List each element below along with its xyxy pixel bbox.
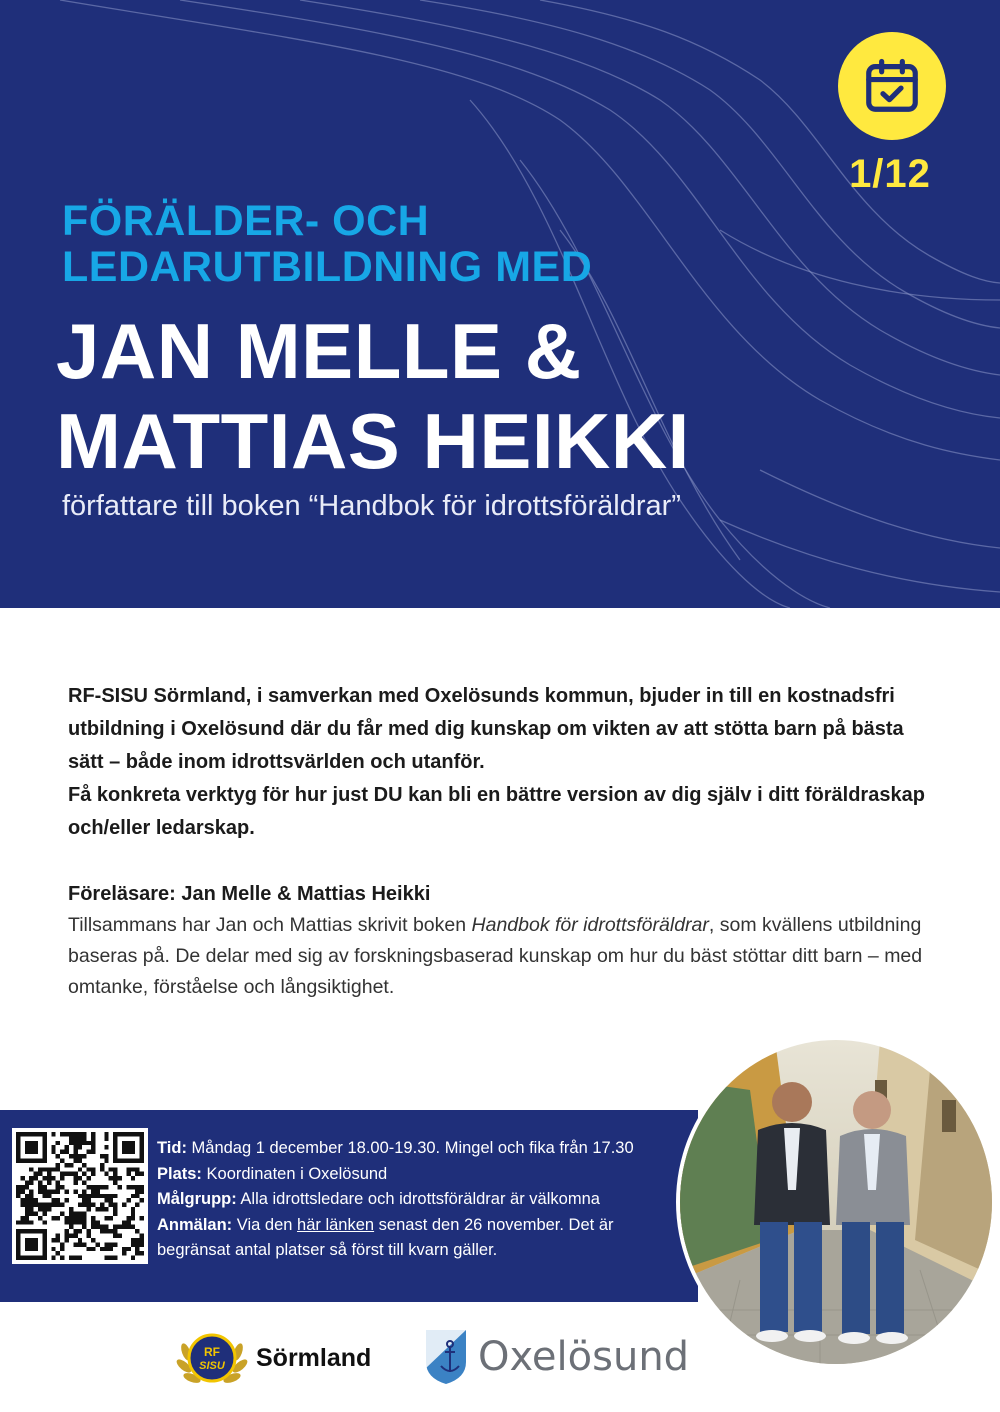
sormland-label: Sörmland <box>256 1344 372 1372</box>
detail-registration: Anmälan: Via den här länken senast den 26 november. Det är begränsat antal platser så först till kvarn gäller. <box>157 1215 614 1259</box>
intro-paragraph-2: Få konkreta verktyg för hur just DU kan bli en bättre version av dig själv i ditt föräldraskap och/eller ledarskap. <box>68 784 925 839</box>
names-line-1: JAN MELLE & <box>56 307 582 395</box>
hero-banner <box>0 0 1000 608</box>
svg-text:RF: RF <box>204 1345 220 1359</box>
registration-link[interactable]: här länken <box>297 1215 375 1234</box>
book-title: Handbok för idrottsföräldrar <box>471 914 709 936</box>
speaker-names-heading <box>56 306 690 486</box>
detail-time: Tid: Måndag 1 december 18.00-19.30. Mingel och fika från 17.30 <box>157 1139 634 1157</box>
intro-paragraph-1: RF-SISU Sörmland, i samverkan med Oxelösunds kommun, bjuder in till en kostnadsfri utbildning i Oxelösund där du får med dig kunskap om vikten av att stötta barn på bästa sätt – både inom idrottsvärlden och utanför. <box>68 685 904 773</box>
qr-code[interactable] <box>12 1128 148 1264</box>
calendar-badge <box>838 32 946 140</box>
detail-place: Plats: Koordinaten i Oxelösund <box>157 1164 388 1183</box>
svg-text:SISU: SISU <box>199 1360 225 1372</box>
names-line-2: MATTIAS HEIKKI <box>56 397 690 485</box>
qr-code-image <box>16 1132 144 1260</box>
rf-sisu-logo <box>176 1322 248 1397</box>
event-kicker <box>62 198 592 290</box>
kicker-line-1: FÖRÄLDER- OCH <box>62 197 430 245</box>
speakers-photo-illustration <box>680 1040 992 1364</box>
oxelosund-label: Oxelösund <box>478 1334 690 1380</box>
event-date: 1/12 <box>849 152 931 196</box>
calendar-check-icon <box>861 55 923 117</box>
kicker-line-2: LEDARUTBILDNING MED <box>62 243 593 291</box>
book-subtitle: författare till boken “Handbok för idrottsföräldrar” <box>62 490 681 522</box>
speakers-photo <box>676 1036 996 1368</box>
lecturer-description: Tillsammans har Jan och Mattias skrivit boken Handbok för idrottsföräldrar, som kvällens utbildning baseras på. De delar med sig av forskningsbaserad kunskap om hur du bäst stöttar ditt barn – med omtanke, förståelse och långsiktighet. <box>68 914 923 998</box>
detail-audience: Målgrupp: Alla idrottsledare och idrottsföräldrar är välkomna <box>157 1190 600 1208</box>
oxelosund-coat-of-arms <box>424 1328 468 1391</box>
intro-text <box>68 680 938 845</box>
lecturer-section <box>68 878 938 1003</box>
lecturer-heading: Föreläsare: Jan Melle & Mattias Heikki <box>68 883 431 905</box>
event-details <box>157 1136 687 1264</box>
